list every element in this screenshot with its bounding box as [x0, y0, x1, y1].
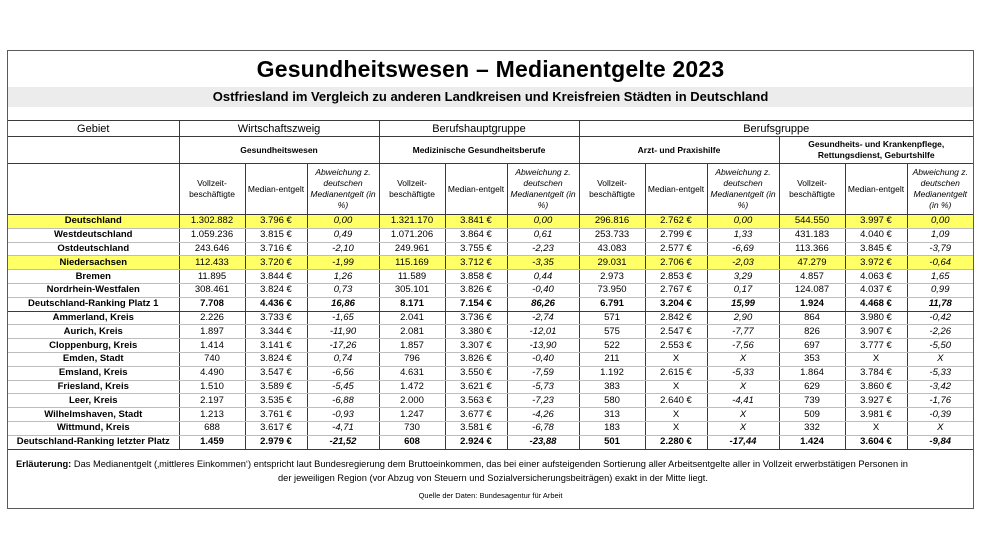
cell-vollzeit: 1.897	[179, 325, 245, 339]
col-vollzeit: Vollzeit-beschäftigte	[179, 164, 245, 215]
row-gebiet: Bremen	[8, 270, 179, 284]
cell-abweichung: -7,56	[707, 339, 779, 353]
row-gebiet: Aurich, Kreis	[8, 325, 179, 339]
cell-abweichung: 0,00	[707, 215, 779, 229]
cell-vollzeit: 73.950	[579, 283, 645, 297]
cell-vollzeit: 243.646	[179, 242, 245, 256]
cell-vollzeit: 11.895	[179, 270, 245, 284]
cell-medianentgelt: 3.733 €	[245, 311, 307, 325]
table-row	[8, 366, 973, 380]
cell-vollzeit: 2.081	[379, 325, 445, 339]
page-subtitle: Ostfriesland im Vergleich zu anderen Landkreisen und Kreisfreien Städten in Deutschland	[212, 89, 769, 104]
cell-medianentgelt: 3.826 €	[445, 283, 507, 297]
table-row	[8, 325, 973, 339]
cell-abweichung: 1,65	[907, 270, 973, 284]
cell-medianentgelt: 3.535 €	[245, 394, 307, 408]
cell-medianentgelt: 3.581 €	[445, 421, 507, 435]
subtitle-bar	[8, 87, 973, 107]
cell-medianentgelt: 3.815 €	[245, 228, 307, 242]
cell-medianentgelt: 3.980 €	[845, 311, 907, 325]
cell-abweichung: -0,40	[507, 283, 579, 297]
cell-medianentgelt: 4.040 €	[845, 228, 907, 242]
explanation-note	[16, 457, 966, 485]
cell-medianentgelt: 3.844 €	[245, 270, 307, 284]
cell-abweichung: -7,59	[507, 366, 579, 380]
header-berufshauptgruppe: Berufshauptgruppe	[379, 121, 579, 137]
header-empty	[8, 164, 179, 215]
cell-abweichung: X	[907, 352, 973, 366]
row-gebiet: Wilhelmshaven, Stadt	[8, 408, 179, 422]
cell-medianentgelt: 2.706 €	[645, 256, 707, 270]
cell-medianentgelt: 2.799 €	[645, 228, 707, 242]
cell-abweichung: -5,50	[907, 339, 973, 353]
cell-medianentgelt: 3.677 €	[445, 408, 507, 422]
cell-abweichung: -13,90	[507, 339, 579, 353]
cell-vollzeit: 740	[179, 352, 245, 366]
table-row	[8, 215, 973, 229]
cell-abweichung: -0,39	[907, 408, 973, 422]
col-abweichung: Abweichung z. deutschen Medianentgelt (in %)	[507, 164, 579, 215]
cell-medianentgelt: X	[645, 380, 707, 394]
cell-medianentgelt: 3.824 €	[245, 283, 307, 297]
cell-vollzeit: 313	[579, 408, 645, 422]
cell-vollzeit: 11.589	[379, 270, 445, 284]
cell-abweichung: -6,78	[507, 421, 579, 435]
table-row	[8, 297, 973, 311]
row-gebiet: Ammerland, Kreis	[8, 311, 179, 325]
cell-medianentgelt: X	[645, 421, 707, 435]
cell-medianentgelt: 2.924 €	[445, 435, 507, 449]
row-gebiet: Wittmund, Kreis	[8, 421, 179, 435]
row-gebiet: Cloppenburg, Kreis	[8, 339, 179, 353]
cell-vollzeit: 2.197	[179, 394, 245, 408]
row-gebiet: Westdeutschland	[8, 228, 179, 242]
cell-vollzeit: 112.433	[179, 256, 245, 270]
cell-medianentgelt: 7.154 €	[445, 297, 507, 311]
cell-abweichung: -3,35	[507, 256, 579, 270]
cell-abweichung: 0,00	[907, 215, 973, 229]
cell-medianentgelt: 3.927 €	[845, 394, 907, 408]
cell-medianentgelt: 2.762 €	[645, 215, 707, 229]
cell-abweichung: -9,84	[907, 435, 973, 449]
header-gebiet: Gebiet	[8, 121, 179, 137]
subheader-gesundheitswesen: Gesundheitswesen	[179, 137, 379, 164]
cell-medianentgelt: 3.204 €	[645, 297, 707, 311]
cell-medianentgelt: 3.777 €	[845, 339, 907, 353]
row-gebiet: Leer, Kreis	[8, 394, 179, 408]
cell-vollzeit: 580	[579, 394, 645, 408]
cell-medianentgelt: 3.784 €	[845, 366, 907, 380]
cell-abweichung: -4,71	[307, 421, 379, 435]
cell-vollzeit: 864	[779, 311, 845, 325]
cell-vollzeit: 4.857	[779, 270, 845, 284]
cell-abweichung: 1,33	[707, 228, 779, 242]
cell-medianentgelt: X	[845, 421, 907, 435]
cell-abweichung: -5,45	[307, 380, 379, 394]
cell-medianentgelt: 3.307 €	[445, 339, 507, 353]
row-gebiet: Nordrhein-Westfalen	[8, 283, 179, 297]
cell-abweichung: -12,01	[507, 325, 579, 339]
cell-abweichung: 15,99	[707, 297, 779, 311]
cell-abweichung: -4,41	[707, 394, 779, 408]
cell-medianentgelt: 4.063 €	[845, 270, 907, 284]
cell-abweichung: -2,23	[507, 242, 579, 256]
cell-medianentgelt: 3.550 €	[445, 366, 507, 380]
cell-abweichung: X	[707, 421, 779, 435]
table-row	[8, 242, 973, 256]
cell-vollzeit: 688	[179, 421, 245, 435]
cell-abweichung: -1,76	[907, 394, 973, 408]
cell-medianentgelt: 2.553 €	[645, 339, 707, 353]
col-medianentgelt: Median-entgelt	[445, 164, 507, 215]
page-title: Gesundheitswesen – Medianentgelte 2023	[256, 56, 725, 82]
cell-vollzeit: 4.490	[179, 366, 245, 380]
cell-abweichung: 16,86	[307, 297, 379, 311]
cell-abweichung: -5,33	[707, 366, 779, 380]
cell-abweichung: -2,26	[907, 325, 973, 339]
cell-medianentgelt: X	[645, 352, 707, 366]
cell-vollzeit: 1.059.236	[179, 228, 245, 242]
table-row	[8, 352, 973, 366]
cell-abweichung: -1,99	[307, 256, 379, 270]
cell-vollzeit: 383	[579, 380, 645, 394]
cell-vollzeit: 253.733	[579, 228, 645, 242]
cell-abweichung: -1,65	[307, 311, 379, 325]
cell-medianentgelt: 3.755 €	[445, 242, 507, 256]
cell-abweichung: 1,09	[907, 228, 973, 242]
cell-vollzeit: 332	[779, 421, 845, 435]
cell-vollzeit: 8.171	[379, 297, 445, 311]
cell-vollzeit: 115.169	[379, 256, 445, 270]
cell-abweichung: -17,26	[307, 339, 379, 353]
cell-vollzeit: 629	[779, 380, 845, 394]
table-row	[8, 408, 973, 422]
cell-medianentgelt: 2.577 €	[645, 242, 707, 256]
note-text-line2: der jeweiligen Region (vor Abzug von Steuern und Sozialversicherungsbeiträgen) exakt in der Mitte liegt.	[278, 473, 708, 483]
col-medianentgelt: Median-entgelt	[845, 164, 907, 215]
subheader-medizinische-gesundheitsberufe: Medizinische Gesundheitsberufe	[379, 137, 579, 164]
cell-abweichung: 11,78	[907, 297, 973, 311]
cell-vollzeit: 2.973	[579, 270, 645, 284]
cell-abweichung: -2,74	[507, 311, 579, 325]
cell-abweichung: -6,88	[307, 394, 379, 408]
cell-vollzeit: 1.424	[779, 435, 845, 449]
cell-vollzeit: 796	[379, 352, 445, 366]
cell-abweichung: X	[707, 352, 779, 366]
cell-vollzeit: 730	[379, 421, 445, 435]
cell-abweichung: -7,23	[507, 394, 579, 408]
cell-vollzeit: 544.550	[779, 215, 845, 229]
header-wirtschaftszweig: Wirtschaftszweig	[179, 121, 379, 137]
cell-vollzeit: 826	[779, 325, 845, 339]
cell-medianentgelt: 3.972 €	[845, 256, 907, 270]
cell-vollzeit: 124.087	[779, 283, 845, 297]
cell-vollzeit: 183	[579, 421, 645, 435]
cell-abweichung: -2,03	[707, 256, 779, 270]
row-gebiet: Ostdeutschland	[8, 242, 179, 256]
cell-abweichung: 0,73	[307, 283, 379, 297]
cell-vollzeit: 1.414	[179, 339, 245, 353]
cell-medianentgelt: 2.615 €	[645, 366, 707, 380]
cell-medianentgelt: 3.860 €	[845, 380, 907, 394]
table-row	[8, 311, 973, 325]
row-gebiet: Deutschland	[8, 215, 179, 229]
table-body	[8, 215, 973, 450]
cell-vollzeit: 522	[579, 339, 645, 353]
cell-abweichung: 0,49	[307, 228, 379, 242]
cell-medianentgelt: 3.589 €	[245, 380, 307, 394]
cell-vollzeit: 1.924	[779, 297, 845, 311]
cell-medianentgelt: 3.845 €	[845, 242, 907, 256]
subheader-krankenpflege: Gesundheits- und Krankenpflege, Rettungsdienst, Geburtshilfe	[779, 137, 973, 164]
cell-vollzeit: 697	[779, 339, 845, 353]
cell-medianentgelt: 3.997 €	[845, 215, 907, 229]
table-row	[8, 421, 973, 435]
cell-medianentgelt: 3.617 €	[245, 421, 307, 435]
cell-medianentgelt: 3.841 €	[445, 215, 507, 229]
col-medianentgelt: Median-entgelt	[645, 164, 707, 215]
cell-vollzeit: 1.857	[379, 339, 445, 353]
cell-medianentgelt: 3.547 €	[245, 366, 307, 380]
col-abweichung: Abweichung z. deutschen Medianentgelt (in %)	[707, 164, 779, 215]
cell-vollzeit: 296.816	[579, 215, 645, 229]
cell-abweichung: -6,56	[307, 366, 379, 380]
cell-abweichung: 3,29	[707, 270, 779, 284]
cell-vollzeit: 571	[579, 311, 645, 325]
cell-abweichung: -3,42	[907, 380, 973, 394]
cell-abweichung: 1,26	[307, 270, 379, 284]
cell-vollzeit: 608	[379, 435, 445, 449]
cell-abweichung: 0,00	[507, 215, 579, 229]
cell-vollzeit: 1.302.882	[179, 215, 245, 229]
note-label: Erläuterung:	[16, 459, 72, 469]
cell-abweichung: -2,10	[307, 242, 379, 256]
cell-vollzeit: 113.366	[779, 242, 845, 256]
row-gebiet: Friesland, Kreis	[8, 380, 179, 394]
cell-medianentgelt: 3.826 €	[445, 352, 507, 366]
cell-vollzeit: 47.279	[779, 256, 845, 270]
data-table	[8, 120, 973, 450]
cell-medianentgelt: 2.547 €	[645, 325, 707, 339]
cell-abweichung: -0,42	[907, 311, 973, 325]
cell-medianentgelt: 3.716 €	[245, 242, 307, 256]
cell-medianentgelt: 3.604 €	[845, 435, 907, 449]
cell-medianentgelt: 2.767 €	[645, 283, 707, 297]
cell-medianentgelt: 3.563 €	[445, 394, 507, 408]
cell-medianentgelt: 3.720 €	[245, 256, 307, 270]
cell-medianentgelt: 2.979 €	[245, 435, 307, 449]
cell-vollzeit: 1.321.170	[379, 215, 445, 229]
table-row	[8, 270, 973, 284]
cell-medianentgelt: 3.621 €	[445, 380, 507, 394]
col-vollzeit: Vollzeit-beschäftigte	[779, 164, 845, 215]
cell-vollzeit: 353	[779, 352, 845, 366]
cell-medianentgelt: X	[845, 352, 907, 366]
cell-abweichung: X	[707, 408, 779, 422]
cell-medianentgelt: 3.858 €	[445, 270, 507, 284]
cell-medianentgelt: 3.907 €	[845, 325, 907, 339]
cell-abweichung: -17,44	[707, 435, 779, 449]
header-empty	[8, 137, 179, 164]
report-frame	[7, 50, 974, 509]
cell-vollzeit: 308.461	[179, 283, 245, 297]
cell-vollzeit: 211	[579, 352, 645, 366]
cell-medianentgelt: 4.436 €	[245, 297, 307, 311]
table-row	[8, 339, 973, 353]
cell-medianentgelt: 3.141 €	[245, 339, 307, 353]
cell-vollzeit: 2.226	[179, 311, 245, 325]
cell-medianentgelt: 3.864 €	[445, 228, 507, 242]
table-row	[8, 228, 973, 242]
cell-medianentgelt: 2.640 €	[645, 394, 707, 408]
cell-medianentgelt: 3.380 €	[445, 325, 507, 339]
cell-vollzeit: 739	[779, 394, 845, 408]
cell-vollzeit: 6.791	[579, 297, 645, 311]
table-row	[8, 380, 973, 394]
col-vollzeit: Vollzeit-beschäftigte	[379, 164, 445, 215]
cell-vollzeit: 431.183	[779, 228, 845, 242]
cell-vollzeit: 4.631	[379, 366, 445, 380]
cell-abweichung: X	[707, 380, 779, 394]
cell-abweichung: -21,52	[307, 435, 379, 449]
cell-abweichung: 0,44	[507, 270, 579, 284]
cell-abweichung: 0,61	[507, 228, 579, 242]
cell-medianentgelt: 3.796 €	[245, 215, 307, 229]
row-gebiet: Emsland, Kreis	[8, 366, 179, 380]
cell-vollzeit: 1.192	[579, 366, 645, 380]
note-text-line1: Das Medianentgelt (‚mittleres Einkommen‘) entspricht laut Bundesregierung dem Bruttoeinkommen, das bei einer aufsteigenden Sortierung aller Arbeitsentgelte aller in Vollzeit erwerbstätigen Personen in	[73, 459, 908, 469]
cell-vollzeit: 1.247	[379, 408, 445, 422]
cell-abweichung: -5,73	[507, 380, 579, 394]
cell-abweichung: 2,90	[707, 311, 779, 325]
cell-vollzeit: 1.510	[179, 380, 245, 394]
cell-vollzeit: 249.961	[379, 242, 445, 256]
cell-medianentgelt: 2.842 €	[645, 311, 707, 325]
cell-abweichung: 0,17	[707, 283, 779, 297]
table-row	[8, 283, 973, 297]
col-abweichung: Abweichung z. deutschen Medianentgelt (in %)	[907, 164, 973, 215]
cell-vollzeit: 2.000	[379, 394, 445, 408]
row-gebiet: Deutschland-Ranking Platz 1	[8, 297, 179, 311]
header-berufsgruppe: Berufsgruppe	[579, 121, 973, 137]
cell-medianentgelt: 3.344 €	[245, 325, 307, 339]
cell-medianentgelt: 3.736 €	[445, 311, 507, 325]
cell-medianentgelt: 4.037 €	[845, 283, 907, 297]
col-vollzeit: Vollzeit-beschäftigte	[579, 164, 645, 215]
row-gebiet: Deutschland-Ranking letzter Platz	[8, 435, 179, 449]
table-row	[8, 435, 973, 449]
cell-medianentgelt: 3.712 €	[445, 256, 507, 270]
cell-abweichung: X	[907, 421, 973, 435]
cell-abweichung: 0,74	[307, 352, 379, 366]
cell-vollzeit: 501	[579, 435, 645, 449]
table-row	[8, 256, 973, 270]
cell-abweichung: -6,69	[707, 242, 779, 256]
cell-vollzeit: 1.071.206	[379, 228, 445, 242]
cell-medianentgelt: 3.981 €	[845, 408, 907, 422]
cell-vollzeit: 1.213	[179, 408, 245, 422]
cell-vollzeit: 1.864	[779, 366, 845, 380]
cell-abweichung: -3,79	[907, 242, 973, 256]
cell-abweichung: 0,99	[907, 283, 973, 297]
cell-vollzeit: 305.101	[379, 283, 445, 297]
cell-vollzeit: 575	[579, 325, 645, 339]
data-source: Quelle der Daten: Bundesagentur für Arbeit	[418, 491, 563, 500]
cell-vollzeit: 1.459	[179, 435, 245, 449]
cell-abweichung: 0,00	[307, 215, 379, 229]
cell-medianentgelt: 2.280 €	[645, 435, 707, 449]
row-gebiet: Emden, Stadt	[8, 352, 179, 366]
cell-abweichung: -7,77	[707, 325, 779, 339]
cell-abweichung: -0,40	[507, 352, 579, 366]
cell-vollzeit: 7.708	[179, 297, 245, 311]
col-abweichung: Abweichung z. deutschen Medianentgelt (in %)	[307, 164, 379, 215]
cell-vollzeit: 1.472	[379, 380, 445, 394]
cell-vollzeit: 29.031	[579, 256, 645, 270]
cell-abweichung: -4,26	[507, 408, 579, 422]
cell-abweichung: -5,33	[907, 366, 973, 380]
row-gebiet: Niedersachsen	[8, 256, 179, 270]
subheader-arzt-praxishilfe: Arzt- und Praxishilfe	[579, 137, 779, 164]
cell-vollzeit: 43.083	[579, 242, 645, 256]
cell-vollzeit: 509	[779, 408, 845, 422]
cell-vollzeit: 2.041	[379, 311, 445, 325]
col-medianentgelt: Median-entgelt	[245, 164, 307, 215]
cell-abweichung: -0,93	[307, 408, 379, 422]
cell-abweichung: -23,88	[507, 435, 579, 449]
cell-medianentgelt: 4.468 €	[845, 297, 907, 311]
cell-medianentgelt: 3.761 €	[245, 408, 307, 422]
cell-abweichung: 86,26	[507, 297, 579, 311]
cell-medianentgelt: 2.853 €	[645, 270, 707, 284]
cell-abweichung: -0,64	[907, 256, 973, 270]
table-row	[8, 394, 973, 408]
cell-medianentgelt: X	[645, 408, 707, 422]
cell-abweichung: -11,90	[307, 325, 379, 339]
cell-medianentgelt: 3.824 €	[245, 352, 307, 366]
